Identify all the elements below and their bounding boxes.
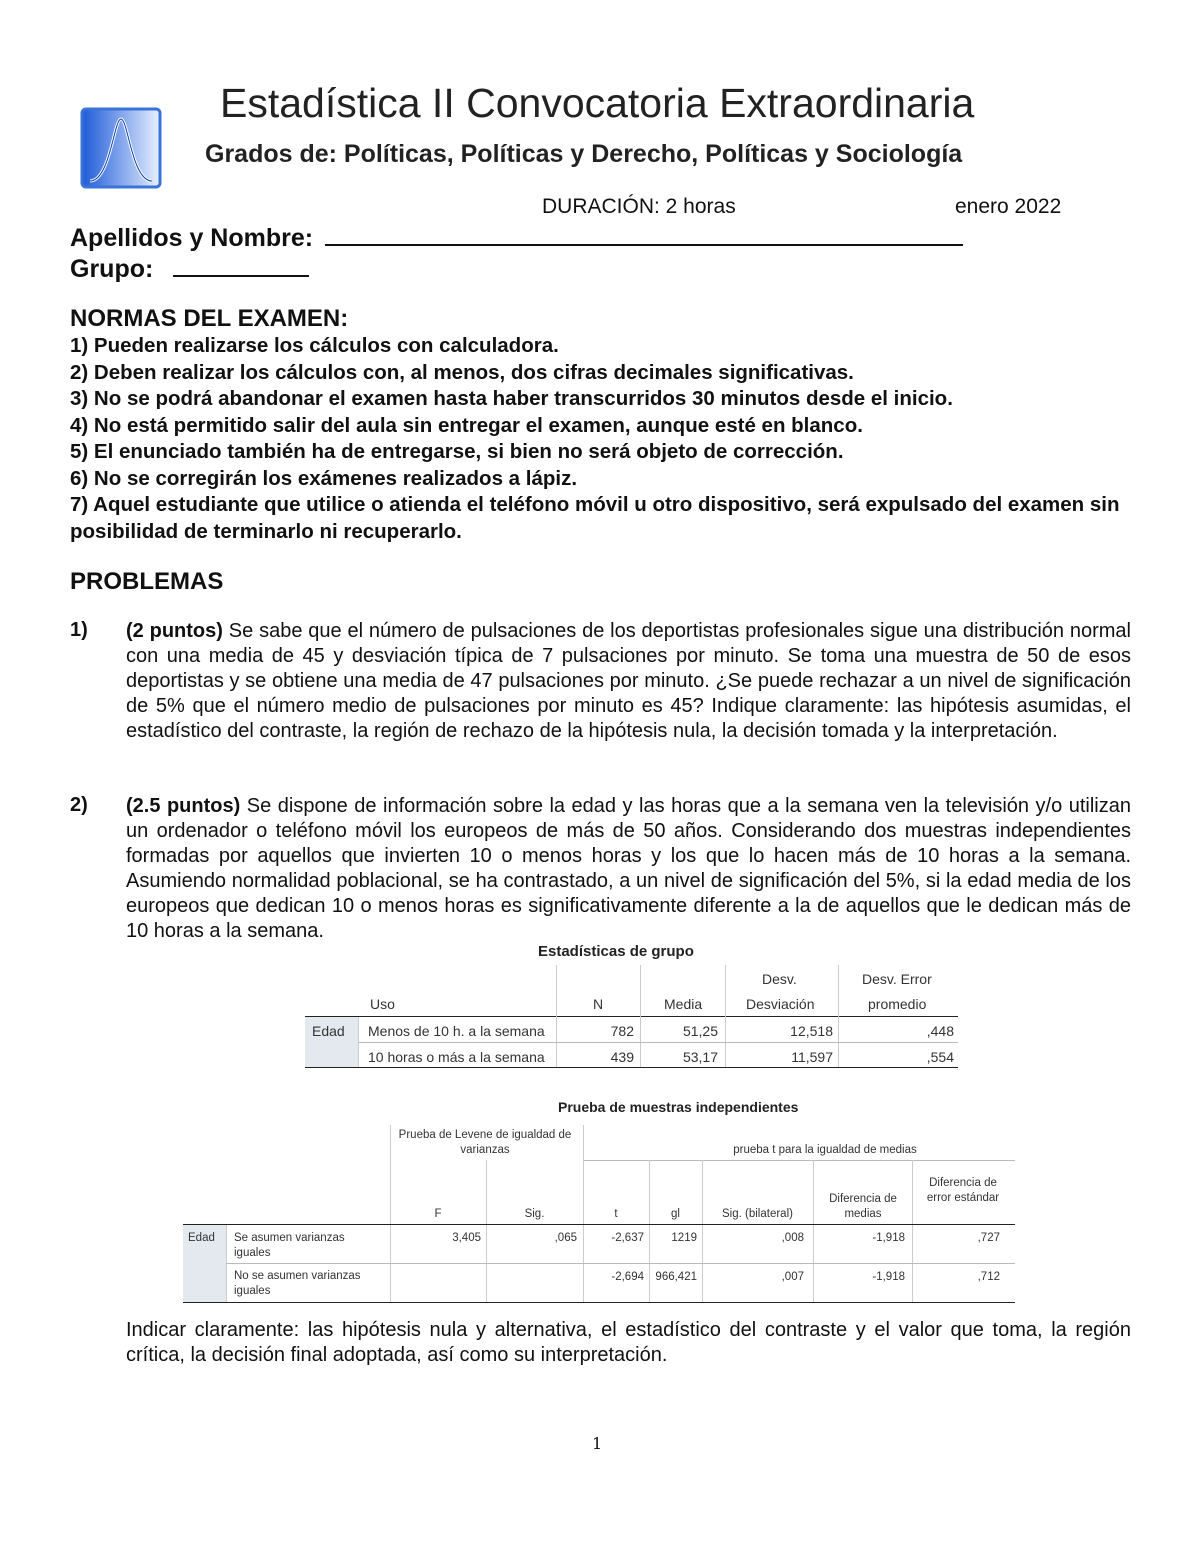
t2-cell: 1219 <box>671 1232 697 1244</box>
name-field-label: Apellidos y Nombre: <box>70 224 314 252</box>
rules-list <box>70 333 1135 545</box>
t2-levene-header: Prueba de Levene de igualdad de varianzas <box>398 1129 572 1156</box>
problems-heading: PROBLEMAS <box>70 568 224 595</box>
rules-heading: NORMAS DEL EXAMEN: <box>70 305 349 332</box>
t1-header-desv1: Desv. <box>762 971 797 987</box>
t1-header-err1: Desv. Error <box>862 971 932 987</box>
rule-item: 2) Deben realizar los cálculos con, al menos, dos cifras decimales significativas. <box>70 360 854 384</box>
page-subtitle: Grados de: Políticas, Políticas y Derecho, Políticas y Sociología <box>205 140 963 168</box>
exam-duration: DURACIÓN: 2 horas <box>542 195 736 218</box>
t1-row-label: Menos de 10 h. a la semana <box>368 1023 545 1039</box>
exam-date: enero 2022 <box>955 195 1062 218</box>
t2-cell: ,065 <box>554 1232 577 1244</box>
t2-cell: -1,918 <box>872 1232 905 1244</box>
t1-cell: ,448 <box>926 1023 954 1039</box>
t2-header-err: Diferencia de error estándar <box>926 1177 1000 1204</box>
t1-cell: 11,597 <box>791 1049 833 1065</box>
t1-header-media: Media <box>664 996 703 1012</box>
rule-item: 7) Aquel estudiante que utilice o atienda el teléfono móvil u otro dispositivo, será expulsado del examen sin posibilidad de terminarlo ni recuperarlo. <box>70 493 1120 543</box>
t2-cell: ,727 <box>977 1232 1000 1244</box>
t2-ttest-header: prueba t para la igualdad de medias <box>733 1144 917 1156</box>
problem-2-points: (2.5 puntos) <box>126 795 241 817</box>
problem-1-body: Se sabe que el número de pulsaciones de los deportistas profesionales sigue una distribución normal con una media de 45 y desviación típica de 7 pulsaciones por minuto. Se toma una muestra de 50 de esos deportistas y se obtiene una media de 47 pulsaciones por minuto. ¿Se puede rechazar a un nivel de significación de 5% que el número medio de pulsaciones por minuto es 45? Indique claramente: las hipótesis asumidas, el estadístico del contraste, la región de rechazo de la hipótesis nula, la decisión tomada y la interpretación. <box>126 620 1131 742</box>
t2-cell: ,712 <box>977 1271 1000 1283</box>
t2-header-f: F <box>434 1208 442 1220</box>
table2-title: Prueba de muestras independientes <box>558 1099 799 1115</box>
t2-header-sigb: Sig. (bilateral) <box>722 1208 793 1220</box>
group-field-label: Grupo: <box>70 255 154 283</box>
t1-cell: 53,17 <box>682 1049 718 1065</box>
t2-row-label: Se asumen varianzas iguales <box>234 1232 345 1259</box>
t1-header-n: N <box>593 996 604 1012</box>
t2-cell: -1,918 <box>872 1271 905 1283</box>
t1-cell: 439 <box>610 1049 634 1065</box>
problem-2-body: Se dispone de información sobre la edad y las horas que a la semana ven la televisión y/o utilizan un ordenador o teléfono móvil los europeos de más de 50 años. Considerando dos muestras independientes formadas por aquellos que invierten 10 o menos horas y los que lo hacen más de 10 horas a la semana. Asumiendo normalidad poblacional, se ha contrastado, a un nivel de significación del 5%, si la edad media de los europeos que dedican 10 o menos horas es significativamente diferente a la de aquellos que le dedican más de 10 horas a la semana. <box>126 795 1131 942</box>
name-field-line[interactable] <box>325 222 963 246</box>
t2-cell: ,008 <box>781 1232 804 1244</box>
problem-2-instructions: Indicar claramente: las hipótesis nula y alternativa, el estadístico del contraste y el valor que toma, la región crítica, la decisión final adoptada, así como su interpretación. <box>126 1319 1131 1366</box>
t2-header-dif: Diferencia de medias <box>829 1193 897 1220</box>
t1-group-label: Edad <box>312 1023 345 1039</box>
t1-cell: 51,25 <box>682 1023 718 1039</box>
problem-1-text <box>126 619 1131 744</box>
t1-header-err2: promedio <box>868 996 927 1012</box>
rule-item: 6) No se corregirán los exámenes realizados a lápiz. <box>70 466 578 490</box>
name-field[interactable] <box>70 222 963 253</box>
rule-item: 5) El enunciado también ha de entregarse, si bien no será objeto de corrección. <box>70 440 844 463</box>
t2-header-t: t <box>614 1208 618 1220</box>
rule-item: 1) Pueden realizarse los cálculos con calculadora. <box>70 334 559 357</box>
t2-cell: -2,694 <box>611 1271 644 1283</box>
logo <box>80 107 162 189</box>
t2-group-label: Edad <box>188 1232 215 1244</box>
problem-1-points: (2 puntos) <box>126 620 223 642</box>
t1-cell: ,554 <box>926 1049 954 1065</box>
rule-item: 4) No está permitido salir del aula sin entregar el examen, aunque esté en blanco. <box>70 413 863 437</box>
problem-1-number: 1) <box>70 619 88 641</box>
problem-2-number: 2) <box>70 794 88 816</box>
t2-cell: 966,421 <box>655 1271 697 1283</box>
t1-cell: 782 <box>610 1023 634 1039</box>
t2-cell: 3,405 <box>452 1232 481 1244</box>
t2-cell: ,007 <box>781 1271 804 1283</box>
group-field[interactable] <box>70 253 309 284</box>
t1-row-label: 10 horas o más a la semana <box>368 1049 545 1065</box>
t1-cell: 12,518 <box>790 1023 833 1039</box>
t1-header-uso: Uso <box>370 996 395 1012</box>
rule-item: 3) No se podrá abandonar el examen hasta haber transcurridos 30 minutos desde el inicio. <box>70 387 953 410</box>
page-title: Estadística II Convocatoria Extraordinaria <box>220 80 975 126</box>
problem-2-text <box>126 794 1131 944</box>
t2-row-label: No se asumen varianzas iguales <box>234 1270 361 1297</box>
t2-cell: -2,637 <box>611 1232 644 1244</box>
group-field-line[interactable] <box>173 253 309 277</box>
table1-title: Estadísticas de grupo <box>538 943 694 960</box>
t1-header-desv2: Desviación <box>746 996 815 1012</box>
t2-header-sig: Sig. <box>524 1208 545 1220</box>
t2-header-gl: gl <box>671 1208 680 1220</box>
page-number: 1 <box>592 1434 603 1453</box>
